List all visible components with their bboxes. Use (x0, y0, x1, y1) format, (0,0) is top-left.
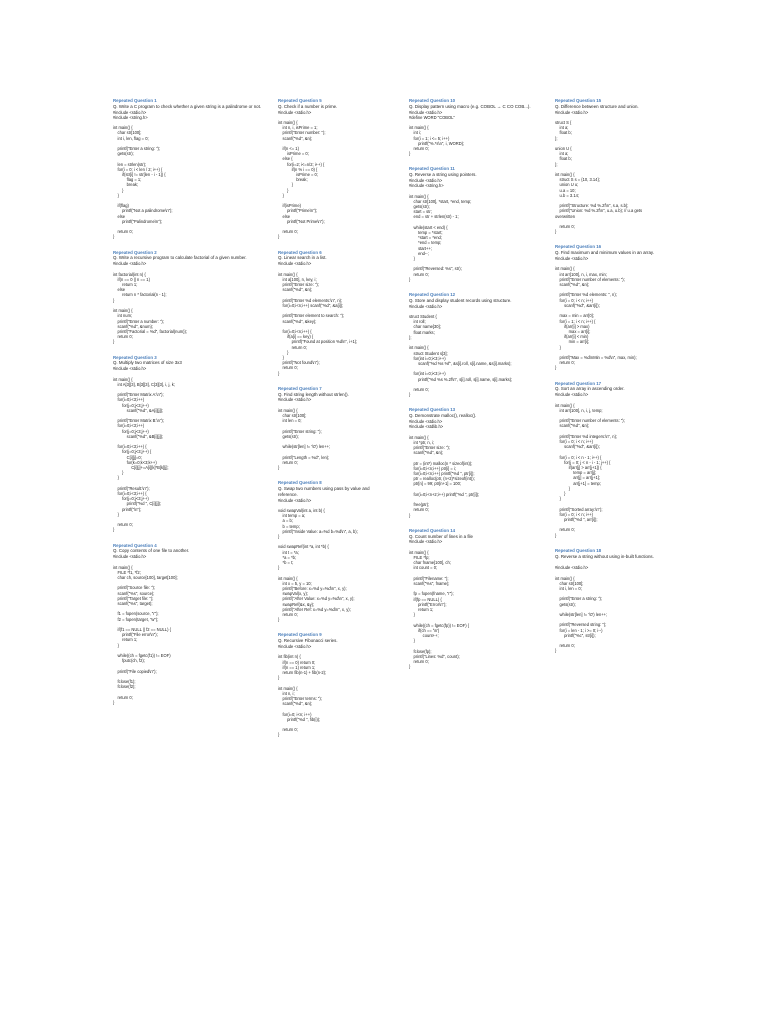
question-title: Q. Store and display student records using structure. (409, 297, 512, 303)
question-title: Q. Reverse a string without using in-built functions. (555, 553, 654, 559)
code-block: #include <stdio.h> #include <string.h> int main() { char str[100]; int i, len, flag = 0; printf("Enter a string: "); gets(str); len = strlen(str); for(i = 0; i < len / 2; i++) { if(str[i] != str[len - i - 1]) { flag = 1; break; } } if(flag) printf("Not a palindrome\n"); else printf("Palindrome\n"); return 0; } (113, 109, 173, 240)
code-block: #include <stdio.h> #include <stdlib.h> int main() { int *ptr, n, i; printf("Enter size: "); scanf("%d", &n); ptr = (int*) malloc(n * sizeof(int)); for(i=0;i<n;i++) ptr[i] = i; for(i=0;i<n;i++) printf("%d ", ptr[i]); ptr = realloc(ptr, (n+2)*sizeof(int)); ptr[n] = 99; ptr[n+1] = 100; for(i=0;i<n+2;i++) printf("%d ", ptr[i]); free(ptr); return 0; } (409, 418, 480, 518)
code-block: #include <stdio.h> int main() { int A[3][3], B[3][3], C[3][3], i, j, k; printf("Enter Matrix A:\n"); for(i=0;i<3;i++) for(j=0;j<3;j++) scanf("%d", &A[i][j]); printf("Enter Matrix B:\n"); for(i=0;i<3;i++) for(j=0;j<3;j++) scanf("%d", &B[i][j]); for(i=0;i<3;i++) { for(j=0;j<3;j++) { C[i][j]=0; for(k=0;k<3;k++) C[i][j]+=A[i][k]*B[k][j]; } } printf("Result:\n"); for(i=0;i<3;i++) { for(j=0;j<3;j++) printf("%d ", C[i][j]); printf("\n"); } return 0; } (113, 366, 175, 533)
question-title: Q. Recursive Fibonacci series. (278, 638, 338, 644)
column-1 (113, 98, 262, 715)
question-heading: Repeated Question 15 (555, 98, 602, 103)
code-block: #include <stdio.h> int main() { FILE *fp; char fname[100], ch; int count = 0; printf("Filename: "); scanf("%s", fname); fp = fopen(fname, "r"); if(fp == NULL) { printf("Error\n"); return 1; } while((ch = fgetc(fp)) != EOF) { if(ch == '\n') count++; } fclose(fp); printf("Lines: %d", count); return 0; } (409, 539, 470, 670)
question-block (113, 249, 247, 345)
question-title: Q. Linear search in a list. (278, 255, 327, 261)
code-block: #include <stdio.h> int main() { int arr[100], n, i, j, temp; printf("Enter number of elements: "); scanf("%d", &n); printf("Enter %d integers:\n", n); for(i = 0; i < n; i++) scanf("%d", &arr[i]); for(i = 0; i < n - 1; i++) { for(j = 0; j < n - i - 1; j++) { if(arr[j] > arr[j+1]) { temp = arr[j]; arr[j] = arr[j+1]; arr[j+1] = temp; } } } printf("Sorted array:\n"); for(i = 0; i < n; i++) printf("%d ", arr[i]); return 0; } (555, 392, 625, 538)
code-block: #include <stdio.h> int main() { int a[100], n, key, i; printf("Enter size: "); scanf("%d", &n); printf("Enter %d elements:\n", n); for(i=0;i<n;i++) scanf("%d", &a[i]); printf("Enter element to search: "); scanf("%d", &key); for(i=0;i<n;i++) { if(a[i] == key) { printf("Found at position %d\n", i+1); return 0; } } printf("Not found\n"); return 0; } (278, 261, 358, 376)
question-block (409, 407, 537, 517)
question-block (409, 528, 537, 670)
question-title: Q. Find string length without strlen(). (278, 391, 349, 397)
question-title: Q. Multiply two matrices of size 3x3 (113, 360, 182, 366)
question-heading: Repeated Question 14 (409, 527, 456, 533)
code-block: #include <stdio.h> #define WORD "COBOL" int main() { int i; for(i = 1; i <= 5; i++) printf("%.*s\n", i, WORD); return 0; } (409, 109, 465, 157)
question-title: Q. Check if a number is prime. (278, 103, 338, 109)
question-title: Q. Demonstrate malloc(), realloc(). (409, 413, 477, 419)
question-heading: Repeated Question 6 (278, 249, 322, 255)
code-block: #include <stdio.h> #include <string.h> int main() { char str[100], *start, *end, temp; gets(str); start = str; end = str + strlen(str) - 1; while(start < end) { temp = *start; *start = *end; *end = temp; start++; end--; } printf("Reversed: %s", str); return 0; } (409, 178, 472, 282)
question-title: Q. Copy contents of one file to another. (113, 548, 190, 554)
question-heading: Repeated Question 18 (555, 547, 602, 553)
code-block: #include <stdio.h> int main() { FILE *f1, *f2; char ch, source[100], target[100]; printf("Source file: "); scanf("%s", source); printf("Target file: "); scanf("%s", target); f1 = fopen(source, "r"); f2 = fopen(target, "w"); if(f1 == NULL || f2 == NULL) { printf("File error\n"); return 1; } while((ch = fgetc(f1)) != EOF) fputc(ch, f2); printf("File copied\n"); fclose(f1); fclose(f2); return 0; } (113, 554, 178, 705)
question-heading: Repeated Question 4 (113, 542, 157, 548)
code-block: #include <stdio.h> int main() { int arr[100], n, i, max, min; printf("Enter number of elements: "); scanf("%d", &n); printf("Enter %d elements: ", n); for(i = 0; i < n; i++) scanf("%d", &arr[i]); max = min = arr[0]; for(i = 1; i < n; i++) { if(arr[i] > max) max = arr[i]; if(arr[i] < min) min = arr[i]; } printf("Max = %d\nMin = %d\n", max, min); return 0; } (555, 256, 637, 371)
question-heading: Repeated Question 2 (113, 249, 157, 255)
question-block (278, 386, 406, 470)
code-block: #include <stdio.h> int main() { char str[100]; int i, len = 0; printf("Enter a string: "); gets(str); while(str[len] != '\0') len++; printf("Reversed string: "); for(i = len - 1; i >= 0; i--) printf("%c", str[i]); return 0; } (555, 565, 608, 654)
column-4 (555, 98, 683, 664)
question-title: Q. Write a recursive program to calculate factorial of a given number. (113, 255, 247, 261)
question-heading: Repeated Question 7 (278, 385, 322, 391)
code-block: #include <stdio.h> int factorial(int n) { if(n == 0 || n == 1) return 1; else return n * factorial(n - 1); } int main() { int num; printf("Enter a number: "); scanf("%d", &num); printf("Factorial = %d", factorial(num)); return 0; } (113, 261, 187, 345)
question-heading: Repeated Question 11 (409, 166, 455, 172)
question-block (278, 632, 406, 737)
question-title: Q. Display pattern using macro (e.g. COBOL → C CO COB...). (409, 103, 531, 109)
question-heading: Repeated Question 13 (409, 407, 456, 413)
question-block (555, 244, 683, 370)
question-block (278, 98, 406, 240)
question-heading: Repeated Question 8 (278, 480, 322, 486)
question-block (409, 98, 537, 156)
question-block (278, 480, 406, 622)
question-heading: Repeated Question 16 (555, 244, 602, 250)
question-title: Q. Swap two numbers using pass by value and reference. (278, 485, 370, 497)
question-block (278, 250, 406, 376)
question-title: Q. Write a C program to check whether a given string is a palindrome or not. (113, 103, 262, 109)
question-block (555, 98, 683, 234)
question-block (409, 292, 537, 397)
question-heading: Repeated Question 9 (278, 632, 322, 638)
question-heading: Repeated Question 10 (409, 98, 456, 103)
code-block: #include <stdio.h> int fib(int n) { if(n == 0) return 0; if(n == 1) return 1; return fib(n-1) + fib(n-2); } int main() { int n, i; printf("Enter terms: "); scanf("%d", &n); for(i=0; i<n; i++) printf("%d ", fib(i)); return 0; } (278, 644, 327, 738)
code-block: #include <stdio.h> int main() { int n, i, isPrime = 1; printf("Enter number: "); scanf("%d", &n); if(n <= 1) isPrime = 0; else { for(i=2; i<=n/2; i++) { if(n % i == 0) { isPrime = 0; break; } } } if(isPrime) printf("Prime\n"); else printf("Not Prime\n"); return 0; } (278, 109, 326, 240)
question-heading: Repeated Question 1 (113, 98, 157, 103)
question-title: Q. Reverse a string using pointers. (409, 172, 477, 178)
question-heading: Repeated Question 12 (409, 292, 456, 298)
code-block: #include <stdio.h> void swapVal(int a, int b) { int temp = a; a = b; b = temp; printf("Inside Value: a=%d b=%d\n", a, b); } void swapRef(int *a, int *b) { int t = *a; *a = *b; *b = t; } int main() { int x = 5, y = 10; printf("Before: x=%d y=%d\n", x, y); swapVal(x, y); printf("After Value: x=%d y=%d\n", x, y); swapRef(&x, &y); printf("After Ref: x=%d y=%d\n", x, y); return 0; } (278, 497, 358, 623)
code-block: #include <stdio.h> int main() { char str[100]; int len = 0; printf("Enter string: "); gets(str); while(str[len] != '\0') len++; printf("Length = %d", len); return 0; } (278, 397, 331, 470)
question-title: Q. Count number of lines in a file (409, 533, 473, 539)
question-title: Q. Find maximum and minimum values in an array. (555, 250, 654, 256)
question-title: Q. Sort an array in ascending order. (555, 386, 625, 392)
question-block (113, 98, 262, 240)
question-block (409, 166, 537, 282)
column-2 (278, 98, 406, 748)
question-block (555, 381, 683, 538)
question-heading: Repeated Question 3 (113, 354, 157, 360)
question-heading: Repeated Question 17 (555, 380, 602, 386)
column-3 (409, 98, 537, 679)
question-block (113, 355, 241, 533)
question-title: Q. Difference between structure and union. (555, 103, 639, 109)
question-heading: Repeated Question 5 (278, 98, 322, 103)
question-block (555, 548, 683, 654)
code-block: #include <stdio.h> struct Student { int roll; char name[30]; float marks; }; int main() { struct Student s[3]; for(int i=0;i<3;i++) scanf("%d %s %f", &s[i].roll, s[i].name, &s[i].marks); for(int i=0;i<3;i++) printf("%d %s %.2f\n", s[i].roll, s[i].name, s[i].marks); return 0; } (409, 303, 513, 398)
question-block (113, 543, 241, 705)
code-block: #include <stdio.h> struct S { int a; float b; }; union U { int a; float b; }; int main() { struct S s = {10, 3.14}; union U u; u.a = 10; u.b = 3.14; printf("Structure: %d %.2f\n", s.a, s.b); printf("Union: %d %.2f\n", u.a, u.b); // u.a gets overwritten return 0; } (555, 109, 643, 235)
